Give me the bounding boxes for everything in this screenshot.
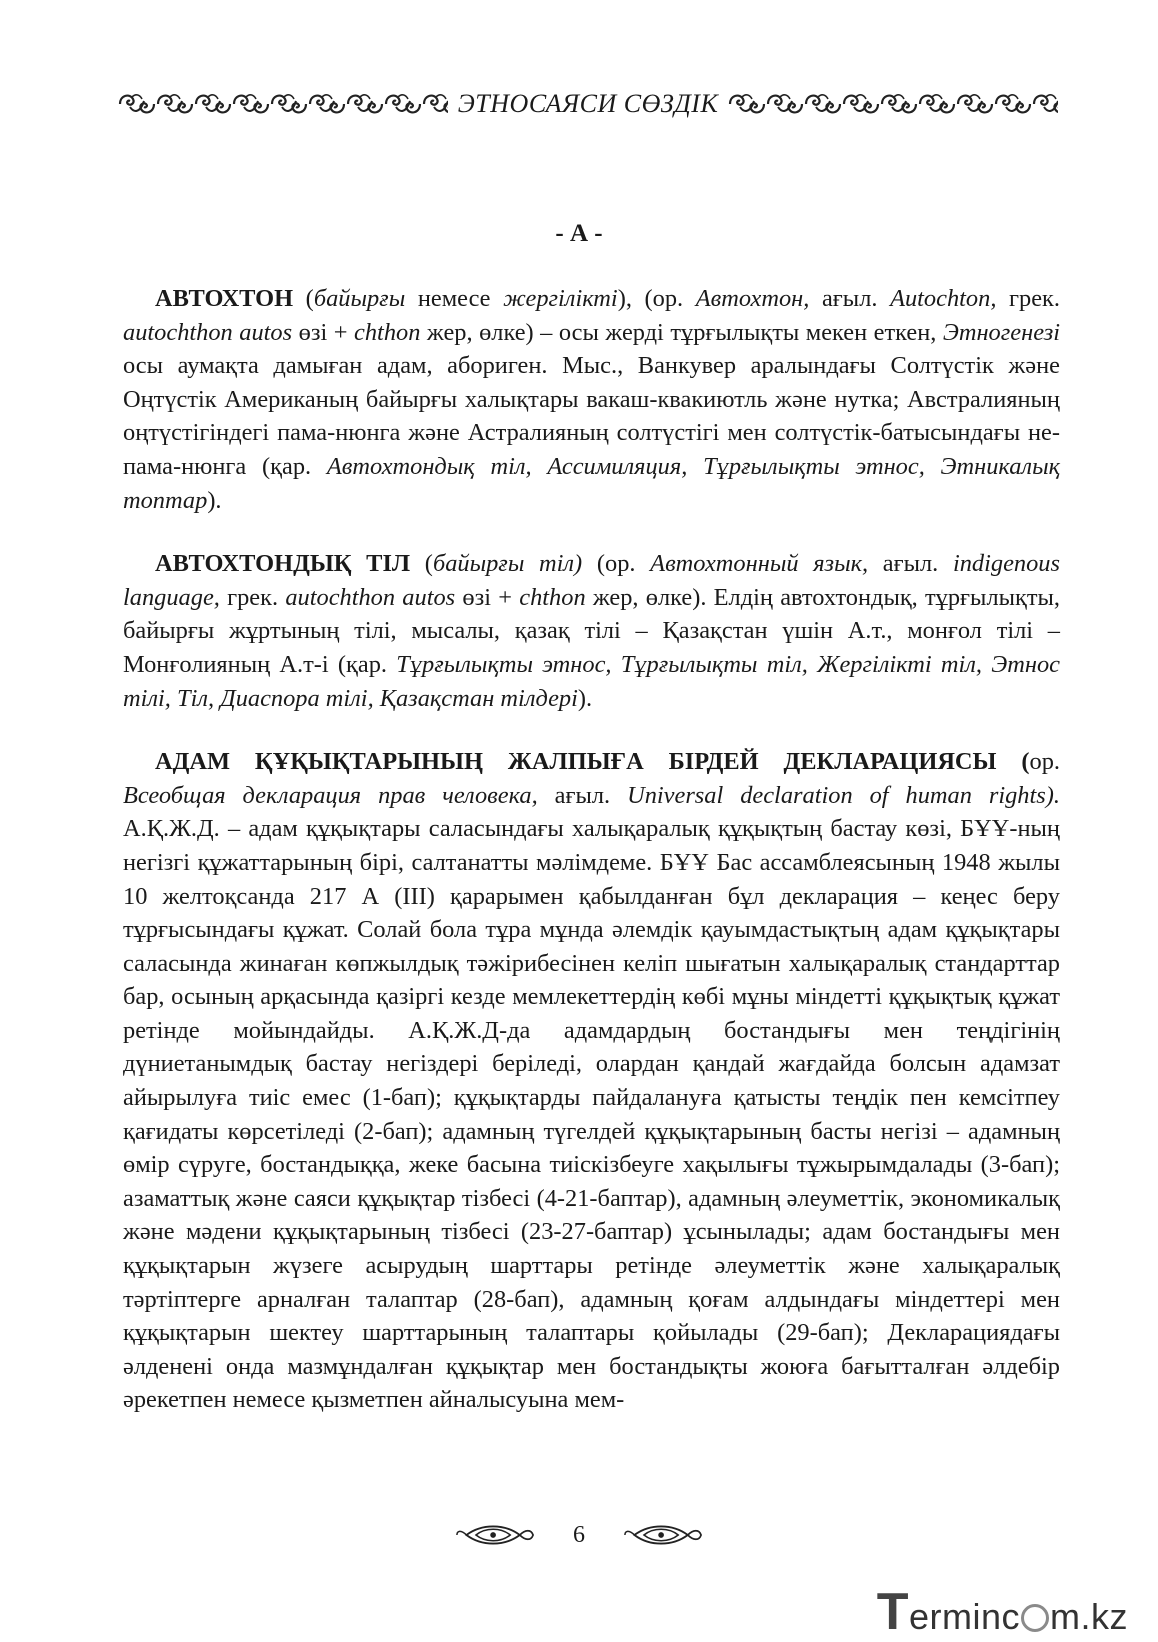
watermark-part-2: c (1001, 1596, 1020, 1637)
entry-text: ). (577, 684, 593, 712)
watermark-part-3: m.kz (1050, 1596, 1128, 1637)
entry-adam-kukyktary (123, 745, 1060, 1417)
entry-text: ( (293, 285, 314, 312)
italic-text: chthon (354, 318, 421, 346)
entry-term: АВТОХТОНДЫҚ ТІЛ (155, 550, 411, 578)
italic-text: Автохтон, (695, 285, 810, 312)
entry-text: (ор. (582, 550, 651, 578)
swirl-right-icon (623, 1521, 703, 1549)
entry-avtokhtondyk-til (123, 547, 1060, 715)
italic-text: autochthon autos (123, 318, 293, 346)
entry-text: ( (410, 550, 433, 578)
termincom-watermark (877, 1582, 1128, 1642)
ornament-left-icon (118, 89, 448, 119)
italic-text: байырғы (313, 285, 406, 312)
italic-text: Всеобщая декларация прав человека, (123, 781, 538, 809)
swirl-left-icon (455, 1521, 535, 1549)
entry-term: АДАМ ҚҰҚЫҚТАРЫНЫҢ ЖАЛПЫҒА БІРДЕЙ ДЕКЛАРАЦИЯСЫ ( (155, 748, 1030, 776)
entry-text: грек. (219, 583, 286, 611)
entry-text: ), (ор. (617, 285, 696, 312)
italic-text: autochthon autos (285, 583, 456, 611)
entry-text: жер, өлке) – осы жерді тұрғылықты мекен еткен, (420, 318, 943, 346)
header-title: ЭТНОСАЯСИ СӨЗДІК (457, 89, 719, 118)
italic-text: indigenous language, (123, 550, 1060, 611)
italic-text: Автохтондық тіл, Ассимиляция, Тұрғылықты этнос, Этникалық топтар (123, 452, 1060, 514)
entry-text: ағыл. (868, 550, 953, 578)
italic-text: Этногенезі (942, 318, 1060, 346)
page-number: 6 (573, 1521, 585, 1548)
italic-text: жергілікті (503, 285, 618, 312)
entry-text: ағыл. (809, 285, 891, 312)
watermark-t: T (876, 1583, 909, 1641)
dictionary-body (123, 282, 1060, 1417)
entry-text: ). (207, 486, 222, 514)
italic-text: байырғы тіл) (432, 550, 583, 578)
italic-text: Тұрғылықты этнос, Тұрғылықты тіл, Жергілікті тіл, Этнос тілі, Тіл, Диаспора тілі, Қазақстан тілдері (123, 650, 1060, 712)
section-letter-heading: - А - (555, 220, 603, 247)
entry-term: АВТОХТОН (155, 285, 294, 312)
ornament-right-icon (728, 89, 1058, 119)
watermark-circle-icon (1021, 1604, 1049, 1632)
entry-text: өзі + (455, 583, 520, 611)
entry-text: немесе (405, 285, 504, 312)
italic-text: Автохтонный язык, (650, 550, 869, 578)
entry-text: грек. (996, 285, 1060, 312)
entry-text: ор. (1029, 748, 1060, 776)
entry-text: жер, өлке). Елдің автохтондық, тұрғылықты, байырғы жұртының тілі, мысалы, қазақ тілі – Қазақстан үшін А.т., монғол тілі – Монғолияның А.т-і (қар. (123, 583, 1061, 678)
entry-text: осы аумақта дамыған адам, абориген. Мыс., Ванкувер аралындағы Солтүстік және Оңтүстік Американың байырғы халықтары вакаш-квакиютль және нутка; Австралияның оңтүстігіндегі пама-нюнга және Астралияның солтүстігі мен солтүстік-батысындағы не-пама-нюнга (қар. (123, 352, 1060, 480)
running-header (118, 84, 1058, 124)
watermark-part-1: ermin (908, 1596, 1002, 1637)
italic-text: Universal declaration of human rights). (627, 781, 1060, 809)
italic-text: Autochton, (890, 285, 997, 312)
italic-text: chthon (519, 583, 586, 611)
entry-text: ағыл. (537, 781, 628, 809)
page-footer (0, 1515, 1158, 1555)
entry-text: А.Қ.Ж.Д. – адам құқықтары саласындағы халықаралық құқықтың бастау көзі, БҰҰ-ның негізгі құжаттарының бірі, салтанатты мәлімдеме. БҰҰ Бас ассамблеясының 1948 жылы 10 желтоқсанда 217 А (III) қарарымен қабылданған бұл декларация – кеңес беру тұрғысындағы құжат. Солай бола тұра мұнда әлемдік қауымдастықтың адам құқықтары саласында жинаған көпжылдық тәжірибесінен келіп шығатын халықаралық стандарттар бар, осының арқасында қазіргі кезде мемлекеттердің көбі мұны міндетті құқықтық құжат ретінде мойындайды. А.Қ.Ж.Д-да адамдардың бостандығы мен теңдігінің дүниетанымдық бастау негіздері беріледі, олардан қандай жағдайда болсын адамзат айырылуға тиіс емес (1-бап); құқықтарды пайдалануға қатысты теңдік пен кемсітпеу қағидаты көрсетіледі (2-бап); адамның түгелдей құқықтарының басты негізі – адамның өмір сүруге, бостандыққа, жеке басына тиіскізбеуге хақылығы тұжырымдалады (3-бап); азаматтық және саяси құқықтар тізбесі (4-21-баптар), адамның әлеуметтік, экономикалық және мәдени құқықтарының тізбесі (23-27-баптар) ұсынылады; адам бостандығы мен құқықтарын жүзеге асырудың шарттары ретінде әлеуметтік және халықаралық тәртіптерге арналған талаптар (28-бап), адамның қоғам алдындағы міндеттері мен құқықтарын шектеу шарттарының талаптары қойылады (29-бап); Декларациядағы әлденені онда мазмұндалған құқықтар мен бостандықты жоюға бағытталған әлдебір әрекетпен немесе қызметпен айналысуына мем- (123, 815, 1060, 1414)
entry-avtokhton (123, 282, 1060, 517)
entry-text: өзі + (292, 318, 355, 346)
